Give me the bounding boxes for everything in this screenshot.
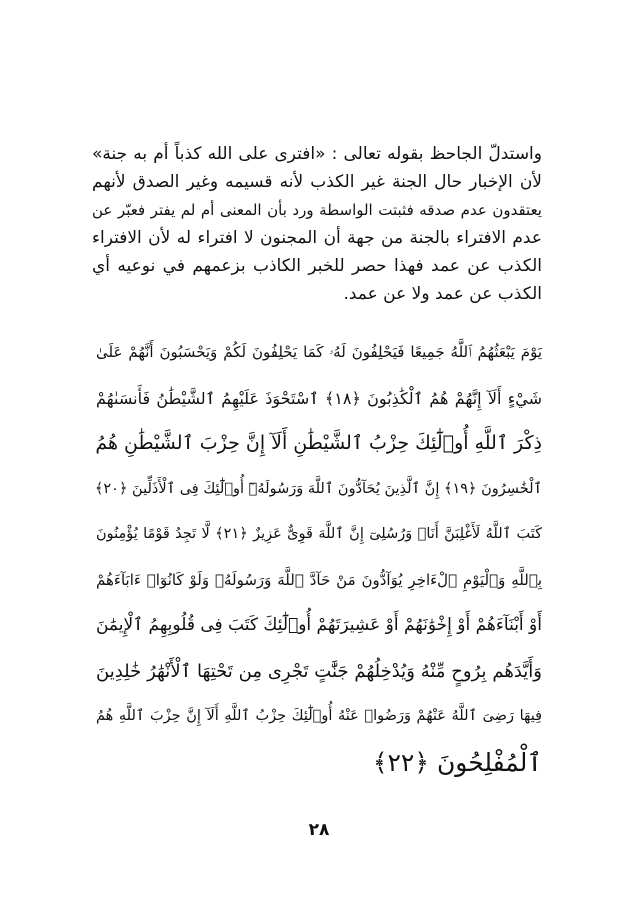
verse-line: شَيْءٍ أَلَآ إِنَّهُمْ هُمُ ٱلْكَٰذِبُونَ ﴿١٨﴾ ٱسْتَحْوَذَ عَلَيْهِمُ ٱلشَّيْطَٰنُ فَأَنسَىٰهُمْ	[96, 388, 543, 408]
commentary-line: لأن الإخبار حال الجنة غير الكذب لأنه قسيمه وغير الصدق لأنهم	[92, 172, 542, 192]
verse-line: أَوْ أَبْنَآءَهُمْ أَوْ إِخْوَٰنَهُمْ أَوْ عَشِيرَتَهُمْ أُو۟لَٰٓئِكَ كَتَبَ فِى قُلُوبِهِمُ ٱلْإِيمَٰنَ	[95, 615, 542, 635]
verse-line: ذِكْرَ ٱللَّهِ أُو۟لَٰٓئِكَ حِزْبُ ٱلشَّيْطَٰنِ أَلَآ إِنَّ حِزْبَ ٱلشَّيْطَٰنِ هُمُ	[95, 432, 542, 454]
commentary-line: يعتقدون عدم صدقه فثبتت الواسطة ورد بأن المعنى أم لم يفتر فعبّر عن	[92, 201, 542, 219]
commentary-line: واستدلّ الجاحظ بقوله تعالى : «افترى على الله كذباً أم به جنة»	[92, 144, 542, 164]
verse-line: وَأَيَّدَهُم بِرُوحٍ مِّنْهُ وَيُدْخِلُهُمْ جَنَّٰتٍ تَجْرِى مِن تَحْتِهَا ٱلْأَنْهَٰرُ خَٰلِدِينَ	[96, 660, 542, 682]
page-number: ٢٨	[308, 820, 330, 840]
verse-line: بِٱللَّهِ وَٱلْيَوْمِ ٱلْءَاخِرِ يُوَآدُّونَ مَنْ حَآدَّ ٱللَّهَ وَرَسُولَهُۥ وَلَوْ كَانُوٓا۟ ءَابَآءَهُمْ	[96, 570, 542, 589]
quran-verses	[96, 330, 542, 785]
commentary-line: عدم الافتراء بالجنة من جهة أن المجنون لا افتراء له لأن الافتراء	[92, 228, 542, 248]
commentary-line: الكذب عن عمد فهذا حصر للخبر الكاذب بزعمهم في نوعيه أي	[92, 256, 542, 276]
verse-line: فِيهَا رَضِىَ ٱللَّهُ عَنْهُمْ وَرَضُوا۟ عَنْهُ أُو۟لَٰٓئِكَ حِزْبُ ٱللَّهِ أَلَآ إِنَّ حِزْبَ ٱللَّهِ هُمُ	[96, 708, 542, 724]
verse-line: ٱلْخَٰسِرُونَ ﴿١٩﴾ إِنَّ ٱلَّذِينَ يُحَآدُّونَ ٱللَّهَ وَرَسُولَهُۥٓ أُو۟لَٰٓئِكَ فِى ٱلْأَذَلِّينَ ﴿٢٠﴾	[94, 480, 542, 497]
verse-line: يَوْمَ يَبْعَثُهُمُ ٱللَّهُ جَمِيعًا فَيَحْلِفُونَ لَهُۥ كَمَا يَحْلِفُونَ لَكُمْ وَيَحْسَبُونَ أَنَّهُمْ عَلَىٰ	[96, 343, 542, 361]
verse-line: كَتَبَ ٱللَّهُ لَأَغْلِبَنَّ أَنَا۠ وَرُسُلِىٓ إِنَّ ٱللَّهَ قَوِىٌّ عَزِيزٌ ﴿٢١﴾ لَّا تَجِدُ قَوْمًا يُؤْمِنُونَ	[96, 526, 542, 542]
commentary-line: الكذب عن عمد ولا عن عمد.	[343, 284, 542, 304]
commentary-text	[92, 140, 542, 308]
verse-line: ٱلْمُفْلِحُونَ ﴿٢٢﴾	[372, 747, 542, 777]
